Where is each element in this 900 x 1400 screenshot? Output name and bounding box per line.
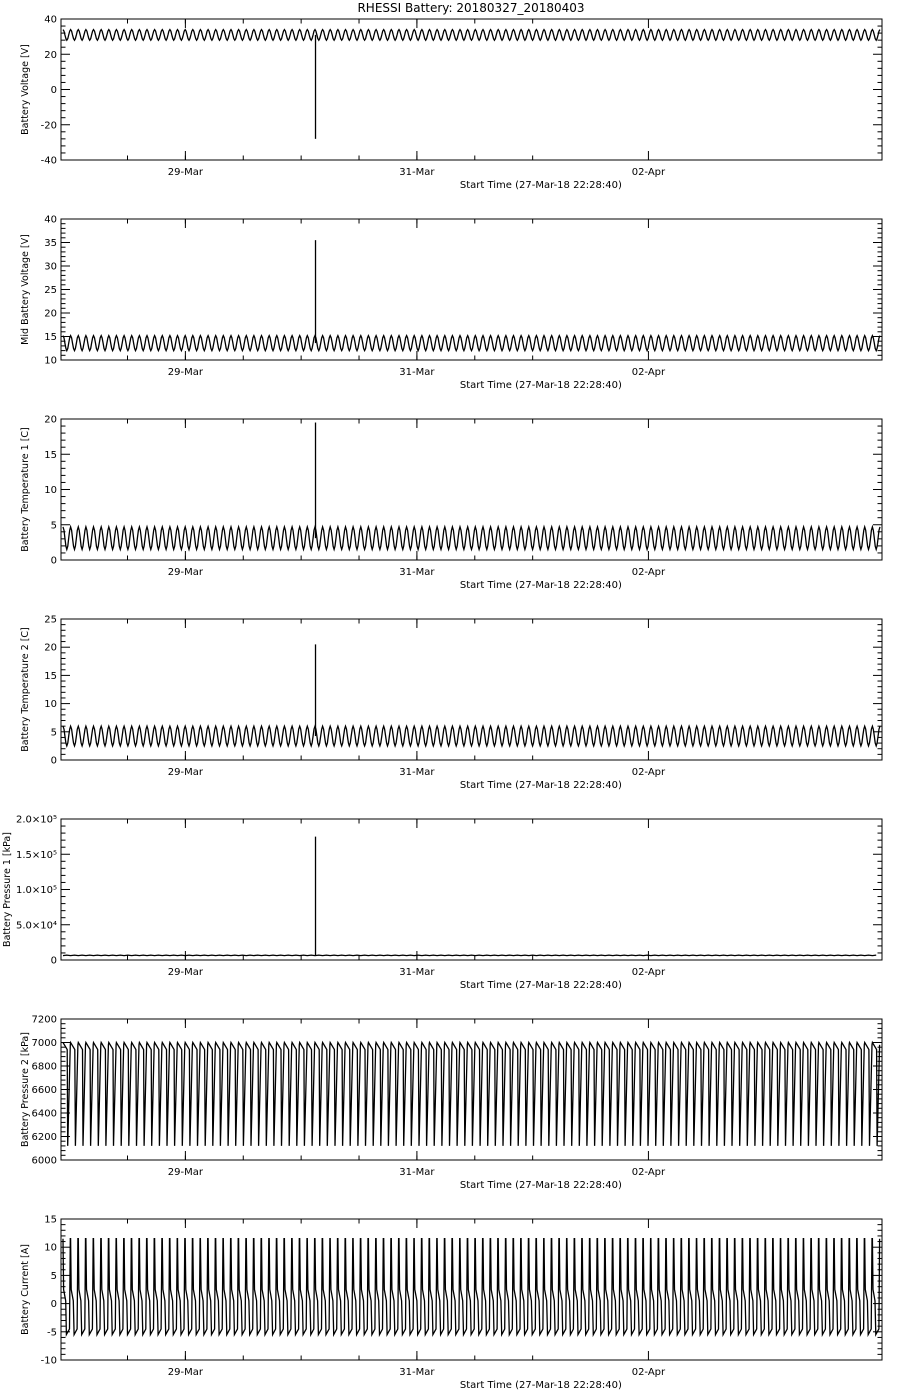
y-tick-label: 10 — [44, 1242, 57, 1254]
plot-frame — [61, 619, 882, 760]
chart-panel-4 — [20, 615, 882, 792]
y-axis-label: Mid Battery Voltage [V] — [20, 234, 31, 345]
plot-frame — [61, 419, 882, 560]
data-series-line — [63, 336, 880, 351]
chart-panel-6 — [20, 1015, 882, 1192]
y-tick-label: 40 — [44, 214, 57, 226]
y-tick-label: 15 — [44, 1214, 57, 1226]
y-axis-label: Battery Pressure 1 [kPa] — [2, 832, 13, 947]
y-tick-label: 7200 — [31, 1014, 57, 1026]
chart-panels — [2, 15, 882, 1392]
x-tick-label: 29-Mar — [167, 767, 203, 778]
chart-panel-7 — [20, 1215, 882, 1392]
y-tick-label: 1.5×10⁵ — [15, 849, 57, 861]
y-tick-label: 15 — [44, 449, 57, 461]
x-tick-label: 31-Mar — [399, 367, 435, 378]
y-tick-label: 25 — [44, 614, 57, 626]
figure-title: RHESSI Battery: 20180327_20180403 — [357, 1, 585, 15]
y-tick-label: 0 — [50, 85, 57, 96]
y-tick-label: 6000 — [31, 1155, 57, 1167]
x-tick-label: 29-Mar — [167, 167, 203, 178]
y-axis-label: Battery Temperature 2 [C] — [20, 627, 31, 752]
data-series-line — [63, 955, 876, 956]
x-axis-label: Start Time (27-Mar-18 22:28:40) — [459, 980, 622, 991]
x-axis-label: Start Time (27-Mar-18 22:28:40) — [459, 180, 622, 191]
y-axis-label: Battery Temperature 1 [C] — [20, 427, 31, 552]
y-axis-label: Battery Pressure 2 [kPa] — [20, 1032, 31, 1147]
y-tick-label: 6600 — [31, 1085, 57, 1096]
x-tick-label: 31-Mar — [399, 967, 435, 978]
y-tick-label: 6800 — [31, 1061, 57, 1073]
chart-panel-2 — [20, 215, 882, 392]
y-tick-label: -40 — [40, 155, 57, 167]
x-tick-label: 02-Apr — [631, 767, 666, 778]
y-tick-label: 40 — [44, 14, 57, 26]
y-tick-label: 2.0×10⁵ — [15, 814, 57, 826]
y-tick-label: 5 — [50, 520, 57, 532]
y-tick-label: 0 — [50, 1299, 57, 1311]
y-tick-label: -10 — [40, 1355, 57, 1367]
y-tick-label: 20 — [44, 49, 57, 61]
y-tick-label: 20 — [44, 414, 57, 426]
x-tick-label: 29-Mar — [167, 567, 203, 578]
x-tick-label: 31-Mar — [399, 1367, 435, 1378]
x-tick-label: 02-Apr — [631, 1167, 666, 1178]
x-tick-label: 02-Apr — [631, 367, 666, 378]
data-series-line — [63, 527, 880, 550]
x-tick-label: 31-Mar — [399, 167, 435, 178]
y-tick-label: 5.0×10⁴ — [15, 920, 57, 932]
y-tick-label: -5 — [47, 1327, 57, 1339]
data-series-line — [63, 726, 880, 746]
y-tick-label: 35 — [44, 238, 57, 249]
y-tick-label: -20 — [40, 120, 57, 132]
x-tick-label: 31-Mar — [399, 767, 435, 778]
x-axis-label: Start Time (27-Mar-18 22:28:40) — [459, 1380, 622, 1391]
y-tick-label: 10 — [44, 699, 57, 711]
y-tick-label: 5 — [50, 1270, 57, 1282]
y-tick-label: 7000 — [31, 1038, 57, 1049]
x-tick-label: 02-Apr — [631, 567, 666, 578]
data-series-line — [63, 30, 880, 41]
x-tick-label: 02-Apr — [631, 1367, 666, 1378]
y-tick-label: 0 — [50, 755, 57, 767]
y-tick-label: 6400 — [31, 1108, 57, 1120]
chart-panel-3 — [20, 415, 882, 592]
x-tick-label: 31-Mar — [399, 1167, 435, 1178]
y-tick-label: 20 — [44, 642, 57, 654]
y-tick-label: 1.0×10⁵ — [15, 885, 57, 896]
chart-panel-5 — [2, 815, 882, 992]
plot-frame — [61, 819, 882, 960]
x-axis-label: Start Time (27-Mar-18 22:28:40) — [459, 380, 622, 391]
y-tick-label: 30 — [44, 261, 57, 273]
y-axis-label: Battery Current [A] — [20, 1244, 31, 1335]
x-tick-label: 29-Mar — [167, 967, 203, 978]
chart-panel-1 — [20, 15, 882, 192]
y-tick-label: 0 — [50, 555, 57, 567]
y-tick-label: 0 — [50, 955, 57, 967]
y-tick-label: 10 — [44, 485, 57, 496]
x-tick-label: 31-Mar — [399, 567, 435, 578]
y-tick-label: 25 — [44, 285, 57, 296]
x-tick-label: 29-Mar — [167, 367, 203, 378]
y-axis-label: Battery Voltage [V] — [20, 44, 31, 135]
data-series-line — [63, 1043, 880, 1146]
y-tick-label: 15 — [44, 670, 57, 682]
y-tick-label: 20 — [44, 308, 57, 320]
data-series-line — [63, 1239, 880, 1335]
y-tick-label: 6200 — [31, 1132, 57, 1143]
y-tick-label: 10 — [44, 355, 57, 367]
y-tick-label: 15 — [44, 332, 57, 343]
x-axis-label: Start Time (27-Mar-18 22:28:40) — [459, 1180, 622, 1191]
x-axis-label: Start Time (27-Mar-18 22:28:40) — [459, 580, 622, 591]
x-axis-label: Start Time (27-Mar-18 22:28:40) — [459, 780, 622, 791]
x-tick-label: 02-Apr — [631, 167, 666, 178]
x-tick-label: 29-Mar — [167, 1367, 203, 1378]
x-tick-label: 02-Apr — [631, 967, 666, 978]
x-tick-label: 29-Mar — [167, 1167, 203, 1178]
y-tick-label: 5 — [50, 727, 57, 739]
